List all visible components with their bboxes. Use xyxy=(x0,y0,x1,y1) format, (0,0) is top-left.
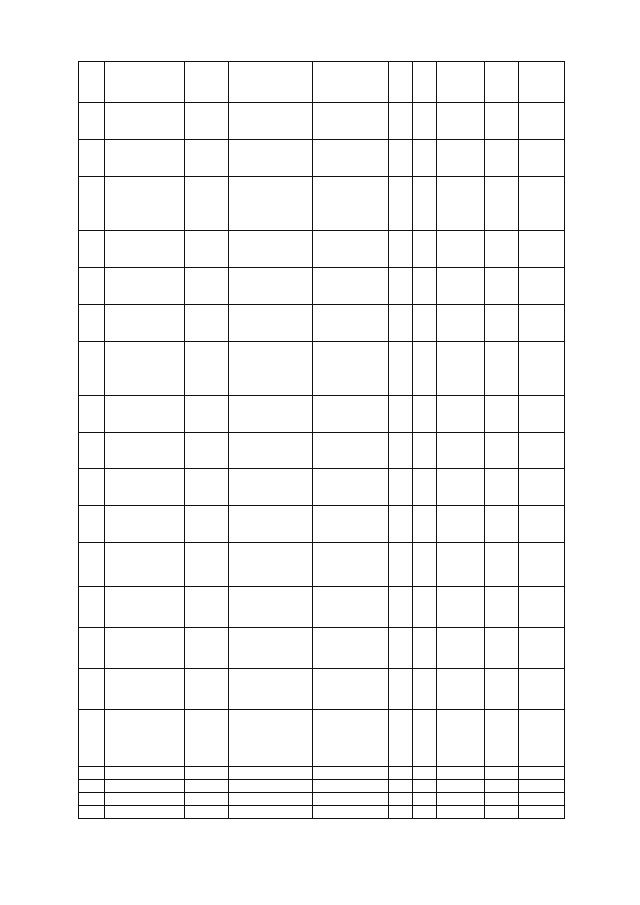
table-cell xyxy=(185,806,229,819)
table-cell xyxy=(229,587,313,628)
table-cell xyxy=(437,767,485,780)
table-cell xyxy=(313,543,389,587)
table-cell xyxy=(389,669,413,710)
table-cell xyxy=(485,710,519,767)
table-cell xyxy=(437,628,485,669)
table-cell xyxy=(185,710,229,767)
table-cell xyxy=(105,62,185,103)
table-cell xyxy=(437,177,485,231)
table-cell xyxy=(485,342,519,396)
table-cell xyxy=(229,62,313,103)
table-cell xyxy=(485,506,519,543)
table-cell xyxy=(485,62,519,103)
table-cell xyxy=(437,793,485,806)
table-cell xyxy=(105,587,185,628)
table-cell xyxy=(79,342,105,396)
table-cell xyxy=(413,806,437,819)
table-row xyxy=(79,628,565,669)
table-row xyxy=(79,543,565,587)
table-cell xyxy=(79,268,105,305)
table-cell xyxy=(229,543,313,587)
table-cell xyxy=(313,793,389,806)
table-cell xyxy=(389,433,413,469)
table-cell xyxy=(185,396,229,433)
table-cell xyxy=(485,628,519,669)
table-cell xyxy=(413,62,437,103)
table-cell xyxy=(519,767,565,780)
table-cell xyxy=(519,587,565,628)
table-row xyxy=(79,669,565,710)
table-cell xyxy=(79,669,105,710)
table-cell xyxy=(389,543,413,587)
table-cell xyxy=(519,628,565,669)
table-cell xyxy=(185,780,229,793)
table-cell xyxy=(485,780,519,793)
table-cell xyxy=(413,669,437,710)
table-cell xyxy=(105,767,185,780)
table-cell xyxy=(313,231,389,268)
table-cell xyxy=(313,767,389,780)
table-cell xyxy=(389,62,413,103)
table-cell xyxy=(389,305,413,342)
table-cell xyxy=(79,806,105,819)
table-cell xyxy=(105,396,185,433)
table-cell xyxy=(185,342,229,396)
table-cell xyxy=(313,506,389,543)
table-cell xyxy=(229,103,313,140)
table-cell xyxy=(389,103,413,140)
table-row xyxy=(79,506,565,543)
table-row xyxy=(79,140,565,177)
table-cell xyxy=(79,543,105,587)
table-cell xyxy=(105,543,185,587)
table-cell xyxy=(519,62,565,103)
table-cell xyxy=(413,140,437,177)
table-cell xyxy=(389,806,413,819)
table-cell xyxy=(413,469,437,506)
table-cell xyxy=(229,342,313,396)
table-cell xyxy=(313,305,389,342)
table-cell xyxy=(485,793,519,806)
table-cell xyxy=(437,543,485,587)
table-cell xyxy=(185,231,229,268)
table-cell xyxy=(437,710,485,767)
table-cell xyxy=(413,628,437,669)
table-cell xyxy=(79,177,105,231)
table-row xyxy=(79,433,565,469)
table-cell xyxy=(437,268,485,305)
table-cell xyxy=(437,780,485,793)
table-cell xyxy=(313,587,389,628)
table-row xyxy=(79,793,565,806)
table-cell xyxy=(413,433,437,469)
table-body xyxy=(79,62,565,819)
table-cell xyxy=(413,710,437,767)
table-cell xyxy=(229,767,313,780)
table-row xyxy=(79,587,565,628)
table-cell xyxy=(105,305,185,342)
table-cell xyxy=(229,231,313,268)
table-cell xyxy=(79,506,105,543)
table-cell xyxy=(105,793,185,806)
table-cell xyxy=(313,177,389,231)
table-cell xyxy=(413,177,437,231)
table-cell xyxy=(437,506,485,543)
table-cell xyxy=(105,780,185,793)
table-cell xyxy=(185,587,229,628)
table-cell xyxy=(313,780,389,793)
table-cell xyxy=(413,543,437,587)
table-cell xyxy=(413,506,437,543)
table-cell xyxy=(105,628,185,669)
table-row xyxy=(79,780,565,793)
table-row xyxy=(79,103,565,140)
table-cell xyxy=(437,342,485,396)
table-cell xyxy=(105,103,185,140)
table-cell xyxy=(485,433,519,469)
table-cell xyxy=(389,342,413,396)
table-cell xyxy=(313,396,389,433)
table-row xyxy=(79,177,565,231)
table-row xyxy=(79,806,565,819)
table-cell xyxy=(437,433,485,469)
table-row xyxy=(79,469,565,506)
table-cell xyxy=(519,543,565,587)
table-cell xyxy=(229,305,313,342)
table-cell xyxy=(389,140,413,177)
table-cell xyxy=(519,469,565,506)
table-cell xyxy=(389,177,413,231)
table-cell xyxy=(185,177,229,231)
table-cell xyxy=(437,62,485,103)
table-cell xyxy=(313,710,389,767)
table-cell xyxy=(519,506,565,543)
table-cell xyxy=(313,628,389,669)
table-cell xyxy=(519,305,565,342)
table-row xyxy=(79,268,565,305)
table-cell xyxy=(413,231,437,268)
table-cell xyxy=(105,268,185,305)
table-cell xyxy=(485,268,519,305)
table-cell xyxy=(389,780,413,793)
table-cell xyxy=(79,710,105,767)
table-cell xyxy=(79,469,105,506)
table-cell xyxy=(185,506,229,543)
table-cell xyxy=(389,506,413,543)
table-cell xyxy=(437,469,485,506)
table-cell xyxy=(79,793,105,806)
table-cell xyxy=(485,231,519,268)
table-cell xyxy=(79,587,105,628)
table-cell xyxy=(485,767,519,780)
table-cell xyxy=(105,806,185,819)
table-cell xyxy=(485,103,519,140)
table-cell xyxy=(79,231,105,268)
table-cell xyxy=(389,628,413,669)
table-row xyxy=(79,342,565,396)
table-cell xyxy=(519,268,565,305)
table-cell xyxy=(185,469,229,506)
table-cell xyxy=(437,806,485,819)
table-cell xyxy=(185,103,229,140)
table-cell xyxy=(185,268,229,305)
table-cell xyxy=(437,396,485,433)
table-cell xyxy=(485,806,519,819)
table-cell xyxy=(485,396,519,433)
table-cell xyxy=(105,433,185,469)
table-row xyxy=(79,305,565,342)
table-cell xyxy=(105,669,185,710)
table-cell xyxy=(229,793,313,806)
table-cell xyxy=(185,543,229,587)
table-cell xyxy=(413,767,437,780)
table-cell xyxy=(313,103,389,140)
table-cell xyxy=(185,628,229,669)
table-cell xyxy=(105,506,185,543)
table-cell xyxy=(413,342,437,396)
table-cell xyxy=(389,710,413,767)
table-cell xyxy=(79,140,105,177)
table-cell xyxy=(105,710,185,767)
data-table xyxy=(78,61,565,819)
table-cell xyxy=(437,140,485,177)
table-cell xyxy=(79,62,105,103)
table-cell xyxy=(437,669,485,710)
table-cell xyxy=(485,177,519,231)
table-cell xyxy=(105,140,185,177)
table-cell xyxy=(105,231,185,268)
table-cell xyxy=(519,433,565,469)
table-cell xyxy=(185,767,229,780)
table-row xyxy=(79,767,565,780)
table-cell xyxy=(437,103,485,140)
table-row xyxy=(79,231,565,268)
table-cell xyxy=(105,469,185,506)
table-cell xyxy=(229,268,313,305)
table-cell xyxy=(229,469,313,506)
table-cell xyxy=(313,342,389,396)
table-cell xyxy=(389,268,413,305)
table-cell xyxy=(519,780,565,793)
table-cell xyxy=(519,710,565,767)
table-cell xyxy=(519,342,565,396)
table-cell xyxy=(519,793,565,806)
table-cell xyxy=(185,140,229,177)
table-cell xyxy=(229,669,313,710)
table-cell xyxy=(413,793,437,806)
table-cell xyxy=(389,231,413,268)
table-cell xyxy=(185,62,229,103)
table-cell xyxy=(413,396,437,433)
table-cell xyxy=(389,396,413,433)
table-cell xyxy=(437,231,485,268)
table-cell xyxy=(229,780,313,793)
table-cell xyxy=(79,433,105,469)
table-cell xyxy=(313,433,389,469)
table-cell xyxy=(313,140,389,177)
table-cell xyxy=(185,669,229,710)
table-cell xyxy=(519,140,565,177)
table-cell xyxy=(519,669,565,710)
table-cell xyxy=(313,806,389,819)
table-cell xyxy=(79,305,105,342)
table-cell xyxy=(229,710,313,767)
table-cell xyxy=(313,669,389,710)
table-cell xyxy=(79,767,105,780)
table-cell xyxy=(413,305,437,342)
table-cell xyxy=(413,587,437,628)
table-cell xyxy=(229,506,313,543)
table-cell xyxy=(413,780,437,793)
table-row xyxy=(79,710,565,767)
table-cell xyxy=(519,806,565,819)
table-cell xyxy=(229,140,313,177)
table-cell xyxy=(229,806,313,819)
table-cell xyxy=(485,140,519,177)
table-cell xyxy=(413,103,437,140)
table-cell xyxy=(519,231,565,268)
table-cell xyxy=(313,268,389,305)
table-cell xyxy=(485,587,519,628)
table-row xyxy=(79,396,565,433)
table-cell xyxy=(389,587,413,628)
table-cell xyxy=(313,469,389,506)
table-cell xyxy=(389,767,413,780)
table-cell xyxy=(229,628,313,669)
table-cell xyxy=(485,669,519,710)
table-cell xyxy=(519,396,565,433)
table-cell xyxy=(105,342,185,396)
table-cell xyxy=(437,305,485,342)
table-cell xyxy=(313,62,389,103)
table-cell xyxy=(485,305,519,342)
table-cell xyxy=(79,628,105,669)
table-cell xyxy=(389,469,413,506)
table-cell xyxy=(485,469,519,506)
table-cell xyxy=(79,780,105,793)
table-cell xyxy=(185,305,229,342)
table-cell xyxy=(185,793,229,806)
table-cell xyxy=(437,587,485,628)
table-cell xyxy=(229,433,313,469)
table-cell xyxy=(485,543,519,587)
table-cell xyxy=(79,396,105,433)
table-cell xyxy=(413,268,437,305)
table-cell xyxy=(229,396,313,433)
table-cell xyxy=(389,793,413,806)
table-cell xyxy=(519,103,565,140)
table-row xyxy=(79,62,565,103)
table-cell xyxy=(79,103,105,140)
table-cell xyxy=(105,177,185,231)
table-cell xyxy=(229,177,313,231)
table-cell xyxy=(519,177,565,231)
table-cell xyxy=(185,433,229,469)
